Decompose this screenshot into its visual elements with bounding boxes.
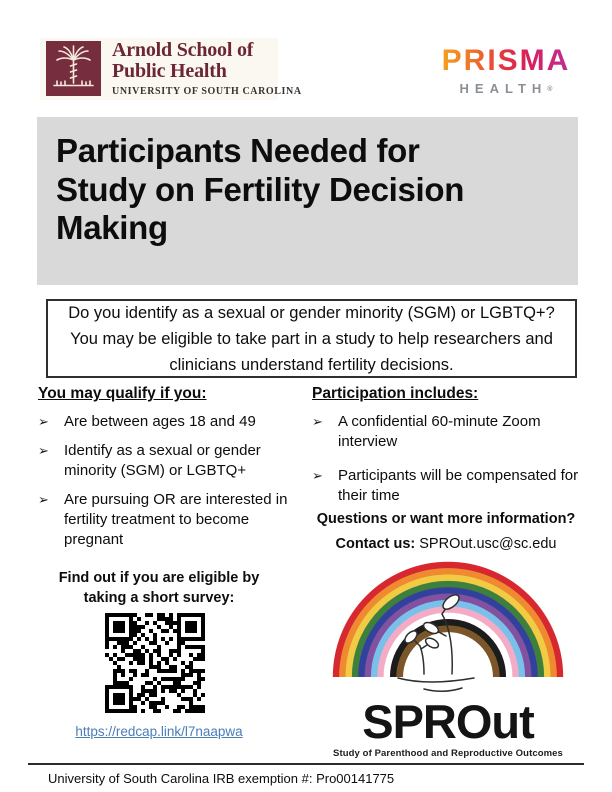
participation-heading: Participation includes: (312, 385, 479, 402)
eligibility-question-box (46, 299, 577, 378)
qualify-item (38, 441, 296, 481)
survey-prompt-block (44, 568, 274, 608)
contact-email: SPROut.usc@sc.edu (419, 536, 557, 552)
irb-exemption-text: University of South Carolina IRB exemption #: Pro00141775 (48, 771, 395, 786)
arnold-school-logo (46, 39, 302, 100)
university-name: UNIVERSITY OF SOUTH CAROLINA (112, 86, 302, 97)
qualify-item-text: Are pursuing OR are interested in fertility treatment to become pregnant (64, 491, 288, 548)
arnold-school-name-line1: Arnold School of (112, 39, 254, 61)
qualify-section (38, 385, 296, 550)
prisma-health-text: HEALTH (459, 81, 548, 96)
survey-link[interactable]: https://redcap.link/l7naapwa (75, 724, 243, 739)
contact-label: Contact us: (335, 536, 416, 552)
title-line-3: Making (56, 209, 168, 246)
eligibility-question-text: Do you identify as a sexual or gender minority (SGM) or LGBTQ+? You may be eligible to take part in a study to help researchers and clinicians understand fertility decisions. (68, 303, 555, 374)
contact-section (308, 511, 584, 552)
footer-divider (28, 763, 584, 765)
participation-item-text: Participants will be compensated for their time (338, 467, 579, 504)
survey-link-wrap (44, 724, 274, 739)
registered-mark-icon: ® (547, 86, 553, 93)
participation-item (312, 412, 582, 452)
arrow-bullet-icon: ➢ (38, 414, 49, 429)
participation-section (312, 385, 582, 506)
contact-question: Questions or want more information? (316, 511, 576, 527)
arrow-bullet-icon: ➢ (38, 492, 49, 507)
page-title (56, 132, 464, 248)
palmetto-tree-icon (46, 41, 101, 96)
contact-line (308, 536, 584, 552)
qr-code (105, 613, 205, 713)
prisma-health-logo (428, 44, 584, 96)
title-line-1: Participants Needed for (56, 132, 420, 169)
pride-rainbow-graphic (328, 556, 568, 702)
qualify-item (38, 490, 296, 550)
sprout-wordmark: SPROut (362, 695, 534, 748)
prisma-health-label (428, 81, 584, 96)
qualify-heading: You may qualify if you: (38, 385, 207, 402)
arrow-bullet-icon: ➢ (38, 443, 49, 458)
arnold-school-name-line2: Public Health (112, 60, 227, 82)
qualify-item-text: Identify as a sexual or gender minority (SGM) or LGBTQ+ (64, 442, 261, 479)
sprout-tagline: Study of Parenthood and Reproductive Outcomes (333, 748, 563, 759)
participation-item-text: A confidential 60-minute Zoom interview (338, 413, 541, 450)
participation-item (312, 466, 582, 506)
arrow-bullet-icon: ➢ (312, 414, 323, 429)
title-line-2: Study on Fertility Decision (56, 170, 465, 208)
title-banner (37, 117, 578, 285)
qualify-item-text: Are between ages 18 and 49 (64, 413, 256, 430)
prisma-wordmark: PRISMA (441, 44, 571, 77)
survey-prompt-text: Find out if you are eligible by taking a short survey: (58, 570, 260, 606)
qualify-item (38, 412, 296, 432)
arrow-bullet-icon: ➢ (312, 468, 323, 483)
arnold-logo-text (112, 39, 302, 97)
